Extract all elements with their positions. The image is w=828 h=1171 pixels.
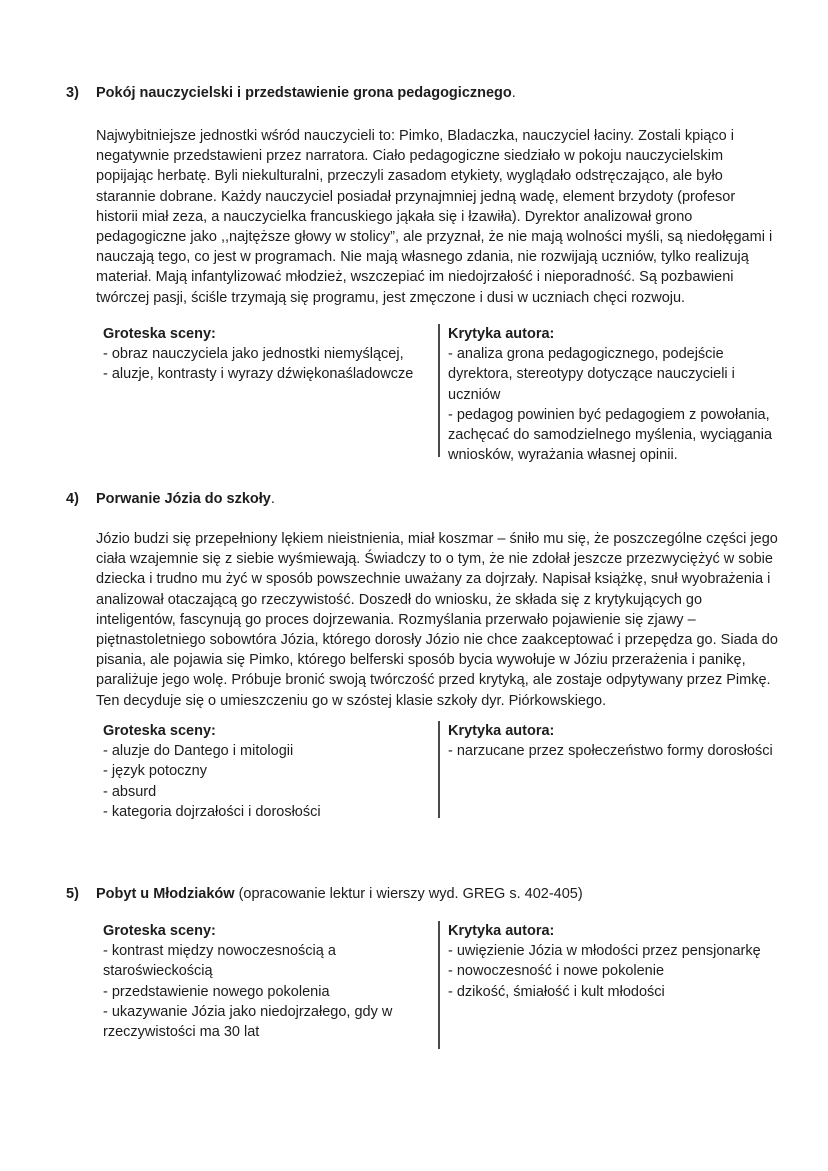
- column-header: Krytyka autora:: [448, 723, 555, 739]
- section-4-number: 4): [66, 491, 79, 507]
- list-item: - obraz nauczyciela jako jednostki niemyślącej,: [103, 346, 404, 363]
- section-5-table: [100, 921, 778, 1049]
- section-3-number: 3): [66, 85, 79, 101]
- list-item: - przedstawienie nowego pokolenia: [103, 983, 330, 1000]
- section-4-grotesque-column: [100, 721, 438, 822]
- section-5-heading: [66, 884, 583, 904]
- section-4-heading: [66, 489, 275, 509]
- column-header: Krytyka autora:: [448, 923, 555, 939]
- list-item: - uwięzienie Józia w młodości przez pensjonarkę: [448, 943, 761, 960]
- column-header: Groteska sceny:: [103, 723, 216, 739]
- section-3-title-suffix: .: [511, 85, 516, 101]
- list-item: - język potoczny: [103, 763, 207, 780]
- list-item: - dzikość, śmiałość i kult młodości: [448, 983, 665, 1000]
- section-3-heading: [66, 83, 516, 103]
- section-5-grotesque-column: [100, 921, 438, 1042]
- list-item: - ukazywanie Józia jako niedojrzałego, gdy w rzeczywistości ma 30 lat: [103, 1003, 393, 1041]
- list-item: - aluzje, kontrasty i wyrazy dźwiękonaśladowcze: [103, 366, 414, 383]
- section-3-critique-column: [440, 324, 776, 465]
- column-header: Groteska sceny:: [103, 923, 216, 939]
- section-3-table: [100, 324, 778, 465]
- section-5-title: Pobyt u Młodziaków: [96, 886, 235, 902]
- section-3-paragraph: Najwybitniejsze jednostki wśród nauczycieli to: Pimko, Bladaczka, nauczyciel łaciny. Zostali kpiąco i negatywnie przedstawieni przez narratora. Ciało pedagogiczne siedziało w pokoju nauczycielskim popijając herbatę. Byli niekulturalni, przeczyli zasadom etykiety, wyglądało odstręczająco, ale było starannie dobrane. Każdy nauczyciel posiadał przynajmniej jedną wadę, element brzydoty (profesor historii miał zeza, a nauczycielka francuskiego jąkała się i łzawiła). Dyrektor analizował grono pedagogiczne jako ,,najtęższe głowy w stolicy”, ale przyznał, że nie mają wolności myśli, są niedołęgami i nauczają tego, co jest w programach. Nie mają własnego zdania, nie rozwijają uczniów, tylko realizują materiał. Mają infantylizować młodzież, wszczepiać im niedojrzałość i nieporadność. Są pozbawieni twórczej pasji, ściśle trzymają się programu, jest zmęczone i dusi w uczniach chęci rozwoju.: [96, 128, 773, 306]
- section-4-paragraph: Józio budzi się przepełniony lękiem nieistnienia, miał koszmar – śniło mu się, że poszczególne części jego ciała wzajemnie się z siebie wyśmiewają. Świadczy to o tym, że nie zdołał jeszcze przezwyciężyć w sobie dziecka i trudno mu żyć w sposób powszechnie uważany za dojrzały. Napisał książkę, snuł wyobrażenia i analizował otaczającą go rzeczywistość. Doszedł do wniosku, że składa się z krytykujących go inteligentów, fascynują go proces dojrzewania. Rozmyślania przerwało pojawienie się zjawy – piętnastoletniego sobowtóra Józia, którego dorosły Józio nie chce zaakceptować i przepędza go. Siada do pisania, ale pojawia się Pimko, którego belferski sposób bycia wywołuje w Józiu przerażenia i panikę, paraliżuje jego wolę. Próbuje bronić swoją twórczość przed krytyką, ale zostaje odpytywany przez Pimkę. Ten decyduje się o umieszczeniu go w szóstej klasie szkoły dyr. Piórkowskiego.: [96, 531, 778, 709]
- section-3-grotesque-column: [100, 324, 438, 385]
- list-item: - narzucane przez społeczeństwo formy dorosłości: [448, 743, 773, 760]
- list-item: - nowoczesność i nowe pokolenie: [448, 963, 665, 980]
- list-item: - aluzje do Dantego i mitologii: [103, 743, 294, 760]
- section-5-critique-column: [440, 921, 776, 1002]
- section-5-title-suffix: (opracowanie lektur i wierszy wyd. GREG s. 402-405): [234, 886, 583, 902]
- section-4-title-suffix: .: [270, 491, 275, 507]
- list-item: - absurd: [103, 783, 157, 800]
- section-4-table: [100, 721, 778, 822]
- list-item: - kontrast między nowoczesnością a staroświeckością: [103, 943, 336, 980]
- section-3-title: Pokój nauczycielski i przedstawienie grona pedagogicznego: [96, 85, 512, 101]
- section-4-title: Porwanie Józia do szkoły: [96, 491, 271, 507]
- section-5-number: 5): [66, 886, 79, 902]
- column-header: Krytyka autora:: [448, 326, 555, 342]
- list-item: - pedagog powinien być pedagogiem z powołania, zachęcać do samodzielnego myślenia, wyciągania wniosków, wyrażania własnej opinii.: [448, 406, 773, 464]
- column-header: Groteska sceny:: [103, 326, 216, 342]
- list-item: - analiza grona pedagogicznego, podejście dyrektora, stereotypy dotyczące nauczycieli i uczniów: [448, 346, 735, 403]
- list-item: - kategoria dojrzałości i dorosłości: [103, 803, 321, 820]
- section-4-critique-column: [440, 721, 776, 761]
